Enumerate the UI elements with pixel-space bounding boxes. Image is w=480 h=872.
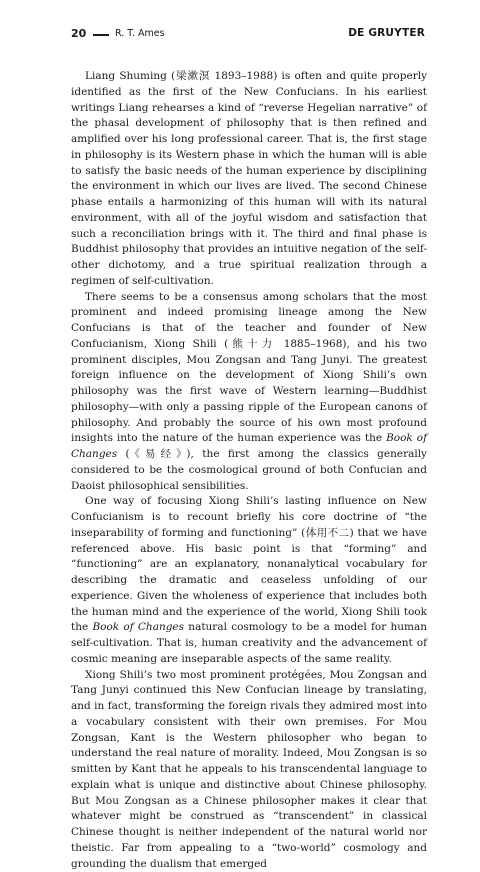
paragraph-text: Xiong Shili’s two most prominent protégées, Mou Zongsan and Tang Junyi continued this New Confucian lineage by translating, and in fact, transforming the foreign rivals they admired most into a vocabulary consistent with their own premises. For Mou Zongsan, Kant is the Western philosopher who began to understand the real nature of morality. Indeed, Mou Zongsan is so smitten by Kant that he appeals to his transcendental language to explain what is unique and distinctive about Chinese philosophy. But Mou Zongsan as a Chinese philosopher makes it clear that whatever might be construed as “transcendent” in classical Chinese thought is neither independent of the natural world nor theistic. Far from appealing to a “two-world” cosmology and grounding the dualism that emerged (71, 669, 427, 870)
paragraph-text: One way of focusing Xiong Shili’s lasting influence on New Confucianism is to recount briefly his core doctrine of “the inseparability of forming and functioning” (体用不二) that we have referenced above. His basic point is that “forming” and “functioning” are an explanatory, nonanalytical vocabulary for describing the dramatic and ceaseless unfolding of our experience. Given the wholeness of experience that includes both the human mind and the experience of the world, Xiong Shili took the (71, 495, 427, 633)
paragraph-1 (71, 69, 427, 290)
page-number: 20 (71, 27, 86, 40)
book-title: Book of Changes (92, 621, 184, 633)
paragraph-3 (71, 494, 427, 667)
book-title: Book of Changes (71, 432, 427, 460)
paragraph-2 (71, 290, 427, 495)
paragraph-text: There seems to be a consensus among scholars that the most prominent and indeed promising lineage among the New Confucians is that of the teacher and founder of New Confucianism, Xiong Shili (熊十力 1885–1968), and his two prominent disciples, Mou Zongsan and Tang Junyi. The greatest foreign influence on the development of Xiong Shili’s own philosophy was the first wave of Western learning—Buddhist philosophy—with only a passing ripple of the European canons of philosophy. And probably the source of his own most profound insights into the nature of the human experience was the (71, 291, 427, 445)
paragraph-text: natural cosmology to be a model for human self-cultivation. That is, human creativity and the advancement of cosmic meaning are inseparable aspects of the same reality. (71, 621, 427, 665)
header-dash (93, 34, 109, 36)
running-header (71, 26, 425, 42)
paragraph-text: Liang Shuming (梁漱溟 1893–1988) is often and quite properly identified as the first of the New Confucians. In his earliest writings Liang rehearses a kind of “reverse Hegelian narrative” of the phasal development of philosophy that is then refined and amplified over his long professional career. That is, the first stage in philosophy is its Western phase in which the human will is able to satisfy the basic needs of the human experience by disciplining the environment in which our lives are lived. The second Chinese phase entails a harmonizing of this human will with its natural environment, with all of the joyful wisdom and satisfaction that such a reconciliation brings with it. The third and final phase is Buddhist philosophy that provides an intuitive negation of the self-other dichotomy, and a true spiritual realization through a regimen of self-cultivation. (71, 70, 427, 287)
paragraph-text: (《易经》), the first among the classics generally considered to be the cosmological ground of both Confucian and Daoist philosophical sensibilities. (71, 448, 427, 492)
paragraph-4 (71, 668, 427, 872)
body-text (71, 69, 427, 872)
publisher-logo-text: DE GRUYTER (348, 27, 425, 39)
running-author: R. T. Ames (115, 28, 165, 39)
